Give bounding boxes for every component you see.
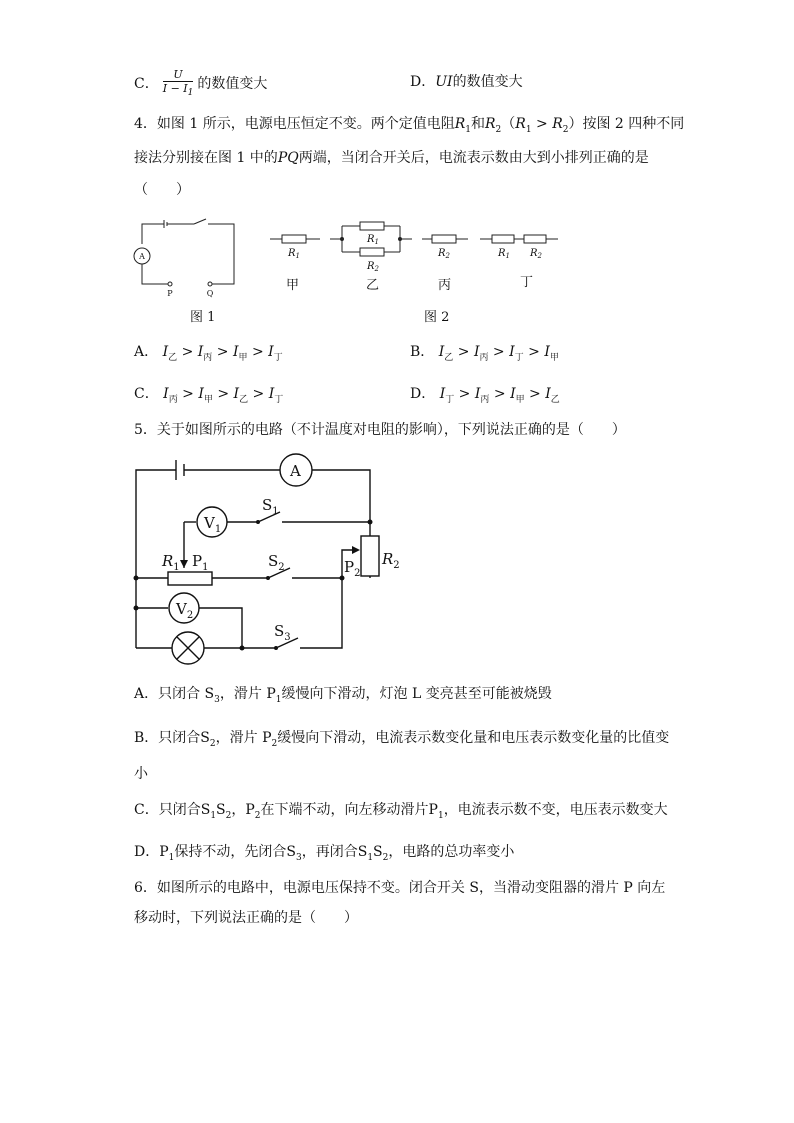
svg-text:R1: $R_1$ — [367, 234, 379, 246]
svg-text:S3: $S_3$ — [274, 622, 291, 643]
svg-text:P: P — [167, 289, 173, 298]
q3-option-d[interactable]: D．UI的数值变大 — [410, 74, 523, 90]
q4-figure-1 — [128, 214, 248, 304]
svg-text:P2: $P_2$ — [344, 558, 361, 579]
svg-text:丙: 丙 — [438, 278, 452, 293]
q5-stem: 5．关于如图所示的电路（不计温度对电阻的影响），下列说法正确的是（ ） — [134, 422, 626, 438]
q5-option-c[interactable]: C．只闭合$S_1S_2$，$P_2$在下端不动，向左移动滑片$P_1$，电流表示数不变，电压表示数变大 — [134, 802, 668, 821]
q6-stem-line2: 移动时，下列说法正确的是（ ） — [134, 910, 358, 926]
option-label: C． — [134, 76, 159, 93]
q4-figure-2 — [268, 214, 568, 304]
fraction: $\frac{U}{I - I_1}$ — [162, 68, 194, 99]
q3-option-c[interactable]: C． $\frac{U}{I - I_1}$ 的数值变大 — [134, 68, 268, 99]
svg-text:R1: $R_1$ — [162, 552, 180, 573]
svg-text:R1: $R_1$ — [288, 248, 300, 260]
ammeter-label: A — [290, 462, 301, 480]
q4-option-d[interactable]: D． $I_丁 > I_丙 > I_甲 > I_乙$ — [410, 386, 560, 405]
q4-stem-line3: （ ） — [134, 182, 190, 198]
q4-option-a[interactable]: A． $I_乙 > I_丙 > I_甲 > I_丁$ — [134, 344, 283, 363]
svg-text:R2: $R_2$ — [530, 248, 542, 260]
q4-option-c[interactable]: C． $I_丙 > I_甲 > I_乙 > I_丁$ — [134, 386, 284, 405]
svg-text:R2: $R_2$ — [367, 261, 379, 273]
q4-option-b[interactable]: B． $I_乙 > I_丙 > I_丁 > I_甲$ — [410, 344, 559, 363]
fig2-caption: 图 2 — [424, 310, 450, 325]
q6-stem-line1: 6．如图所示的电路中，电源电压保持不变。闭合开关 S，当滑动变阻器的滑片 P 向左 — [134, 880, 666, 896]
svg-text:P1: $P_1$ — [192, 552, 209, 573]
svg-text:R1: $R_1$ — [498, 248, 510, 260]
svg-text:R2: $R_2$ — [438, 248, 450, 260]
q5-option-a[interactable]: A．只闭合 $S_3$，滑片 $P_1$缓慢向下滑动，灯泡 L 变亮甚至可能被烧毁 — [134, 686, 552, 705]
svg-text:R2: $R_2$ — [382, 550, 400, 571]
q5-circuit-diagram — [128, 450, 418, 670]
svg-text:丁: 丁 — [520, 275, 534, 290]
svg-text:S2: $S_2$ — [268, 552, 285, 573]
q4-stem-line2: 接法分别接在图 1 中的PQ两端，当闭合开关后，电流表示数由大到小排列正确的是 — [134, 150, 649, 166]
svg-text:V2: $V_2$ — [176, 600, 194, 621]
ammeter-label: A — [139, 252, 145, 261]
svg-text:Q: Q — [206, 289, 214, 298]
svg-text:乙: 乙 — [366, 278, 380, 293]
q4-stem-line1: 4．如图 1 所示，电源电压恒定不变。两个定值电阻$R_1$和$R_2(R_1 > R_2)$按图 2 四种不同 — [134, 116, 685, 135]
q5-option-b[interactable]: B．只闭合$S_2$，滑片 $P_2$缓慢向下滑动，电流表示数变化量和电压表示数变化量的比值变 — [134, 730, 670, 749]
fig1-caption: 图 1 — [190, 310, 216, 325]
svg-text:V1: $V_1$ — [204, 514, 222, 535]
svg-text:S1: $S_1$ — [262, 496, 279, 517]
q5-option-d[interactable]: D．$P_1$保持不动，先闭合$S_3$，再闭合$S_1S_2$，电路的总功率变小 — [134, 844, 515, 863]
svg-text:甲: 甲 — [286, 278, 300, 293]
q5-option-b-continued: 小 — [134, 766, 148, 782]
